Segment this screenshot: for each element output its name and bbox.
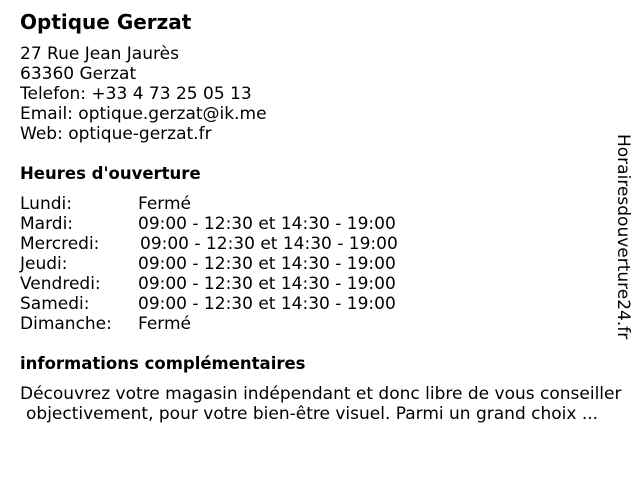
day-label: Jeudi: bbox=[20, 254, 68, 274]
day-hours: Fermé bbox=[138, 314, 192, 334]
day-hours: 09:00 - 12:30 et 14:30 - 19:00 bbox=[138, 274, 396, 294]
day-hours: 09:00 - 12:30 et 14:30 - 19:00 bbox=[138, 254, 396, 274]
day-label: Mercredi: bbox=[20, 234, 100, 254]
hours-heading: Heures d'ouverture bbox=[20, 164, 201, 183]
phone-number: Telefon: +33 4 73 25 05 13 bbox=[20, 84, 252, 104]
day-label: Lundi: bbox=[20, 194, 72, 214]
address-street: 27 Rue Jean Jaurès bbox=[20, 44, 179, 64]
day-label: Mardi: bbox=[20, 214, 74, 234]
address-city: 63360 Gerzat bbox=[20, 64, 137, 84]
email-address: Email: optique.gerzat@ik.me bbox=[20, 104, 267, 124]
description-line-1: Découvrez votre magasin indépendant et donc libre de vous conseiller bbox=[20, 384, 622, 404]
day-hours: 09:00 - 12:30 et 14:30 - 19:00 bbox=[140, 234, 398, 254]
shop-description bbox=[20, 384, 635, 424]
day-label: Vendredi: bbox=[20, 274, 101, 294]
day-hours: 09:00 - 12:30 et 14:30 - 19:00 bbox=[138, 214, 396, 234]
day-label: Dimanche: bbox=[20, 314, 112, 334]
shop-name: Optique Gerzat bbox=[20, 10, 192, 34]
website: Web: optique-gerzat.fr bbox=[20, 124, 212, 144]
day-label: Samedi: bbox=[20, 294, 90, 314]
info-heading: informations complémentaires bbox=[20, 354, 306, 373]
description-line-2: objectivement, pour votre bien-être visuel. Parmi un grand choix ... bbox=[26, 404, 599, 424]
day-hours: 09:00 - 12:30 et 14:30 - 19:00 bbox=[138, 294, 396, 314]
contact-block bbox=[20, 44, 267, 144]
day-hours: Fermé bbox=[138, 194, 192, 214]
site-watermark: Horairesdouverture24.fr bbox=[613, 134, 633, 340]
